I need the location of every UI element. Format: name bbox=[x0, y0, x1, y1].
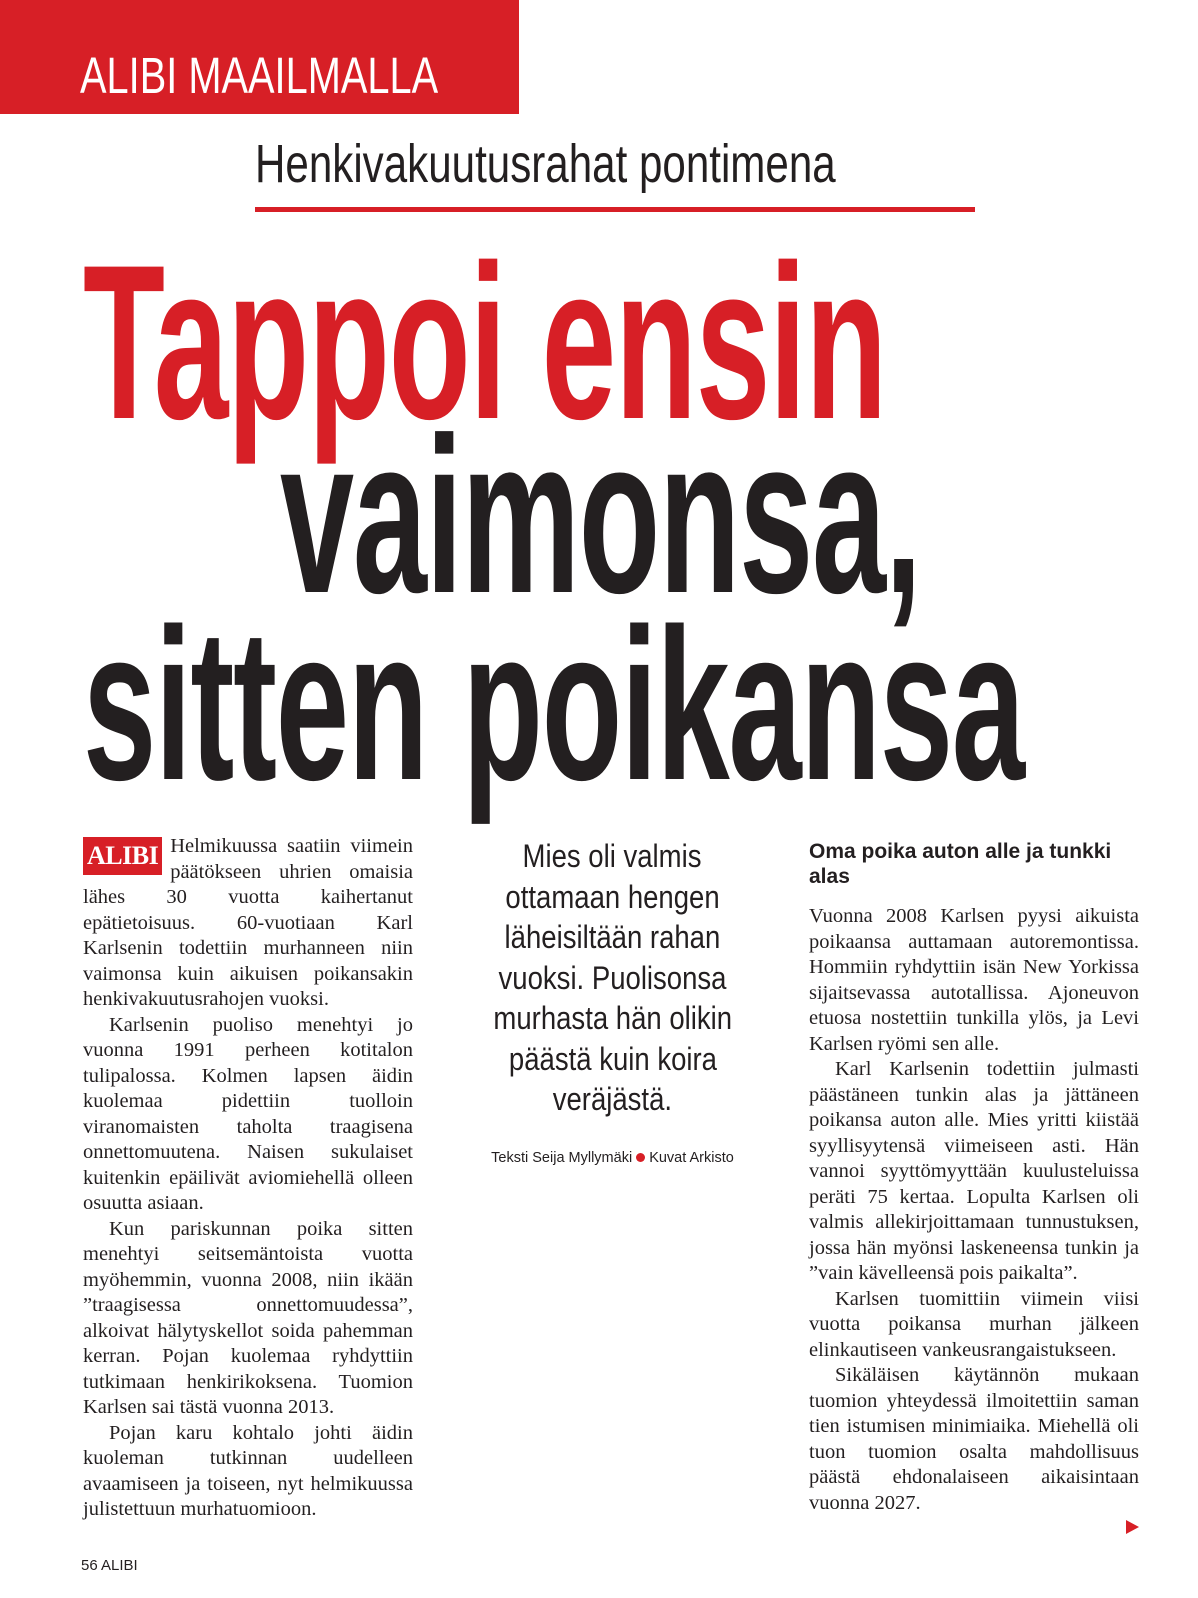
body-paragraph: Sikäläisen käytännön mukaan tuomion yhteydessä ilmoitettiin saman tien istumisen minimiaika. Miehellä oli tuon tuomion osalta mahdollisuus päästä ehdonalaiseen aikaisintaan vuonna 2027. bbox=[809, 1364, 1139, 1514]
lead-line: ottamaan hengen bbox=[505, 878, 720, 915]
headline-line-2: vaimonsa, bbox=[280, 392, 921, 640]
photo-credit-source: Arkisto bbox=[689, 1150, 734, 1166]
body-paragraph: Vuonna 2008 Karlsen pyysi aikuista poikaansa auttamaan autoremontissa. Hommiin ryhdyttiin isän New Yorkissa sijaitsevassa autotallissa. Ajoneuvon etuosa nostettiin tunkilla ylös, ja Levi Karlsen ryömi sen alle. bbox=[809, 905, 1139, 1055]
body-column-right bbox=[809, 904, 1139, 1516]
text-credit-author: Seija Myllymäki bbox=[532, 1150, 633, 1166]
lead-paragraph bbox=[450, 836, 775, 1120]
lead-line: veräjästä. bbox=[552, 1081, 673, 1117]
lead-line: päästä kuin koira bbox=[508, 1040, 717, 1077]
continue-arrow-icon bbox=[1126, 1520, 1139, 1534]
body-paragraph: Karlsen tuomittiin viimein viisi vuotta poikansa murhan jälkeen elinkautiseen vankeusrangaistukseen. bbox=[809, 1287, 1139, 1361]
lead-line: läheisiltään rahan bbox=[504, 919, 721, 955]
headline-line-1: Tappoi ensin bbox=[83, 219, 887, 465]
section-label: ALIBI MAAILMALLA bbox=[80, 47, 439, 104]
subheading: Oma poika auton alle ja tunkki alas bbox=[809, 840, 1112, 888]
byline bbox=[450, 1148, 775, 1168]
body-paragraph: Kun pariskunnan poika sitten menehtyi seitsemäntoista vuotta myöhemmin, vuonna 2008, niin ikään ”traagisessa onnettomuudessa”, alkoivat hälytyskellot soida pahemman kerran. Pojan kuolemaa ryhdyttiin tutkimaan henkirikoksena. Tuomion Karlsen sai tästä vuonna 2013. bbox=[83, 1217, 413, 1418]
kicker-rule bbox=[255, 207, 975, 212]
alibi-badge: ALIBI bbox=[83, 837, 162, 875]
body-paragraph: ALIBI Helmikuussa saatiin viimein päätökseen uhrien omaisia lähes 30 vuotta kaihertanut epätietoisuus. 60-vuotiaan Karl Karlsenin todettiin murhanneen niin vaimonsa kuin aikuisen poikansakin henkivakuutusrahojen vuoksi. bbox=[83, 835, 413, 1010]
lead-line: murhasta hän olikin bbox=[493, 1000, 732, 1036]
bullet-dot-icon bbox=[636, 1153, 645, 1162]
page-folio: 56 ALIBI bbox=[81, 1557, 138, 1574]
body-paragraph: Karlsenin puoliso menehtyi jo vuonna 1991 perheen kotitalon tulipalossa. Kolmen lapsen äidin kuolemaa pidettiin tuolloin viranomaisten taholta traagisena onnettomuutena. Naisen sukulaiset kuitenkin epäilivät aviomiehellä olleen osuutta asiaan. bbox=[83, 1013, 413, 1214]
body-paragraph: Pojan karu kohtalo johti äidin kuoleman tutkinnan uudelleen avaamiseen ja toiseen, nyt helmikuussa julistettuun murhatuomioon. bbox=[83, 1421, 413, 1520]
photo-credit-label: Kuvat bbox=[649, 1150, 687, 1166]
headline-line-3: sitten poikansa bbox=[83, 583, 1024, 825]
body-paragraph: Karl Karlsenin todettiin julmasti päästäneen tunkin alas ja jättäneen poikansa auton alle. Mies yritti kiistää syyllisyytensä viimeiseen asti. Hän vannoi syyttömyyttään kuulusteluissa peräti 75 kertaa. Lopulta Karlsen oli valmis allekirjoittamaan tunnustuksen, jossa hän myönsi laskeneensa tunkin ja ”vain kävelleensä pois paikalta”. bbox=[809, 1058, 1139, 1284]
kicker-heading: Henkivakuutusrahat pontimena bbox=[255, 134, 836, 194]
text-credit-label: Teksti bbox=[491, 1150, 529, 1166]
lead-line: vuoksi. Puolisonsa bbox=[498, 959, 727, 996]
lead-line: Mies oli valmis bbox=[523, 838, 702, 874]
body-column-left bbox=[83, 834, 413, 1523]
